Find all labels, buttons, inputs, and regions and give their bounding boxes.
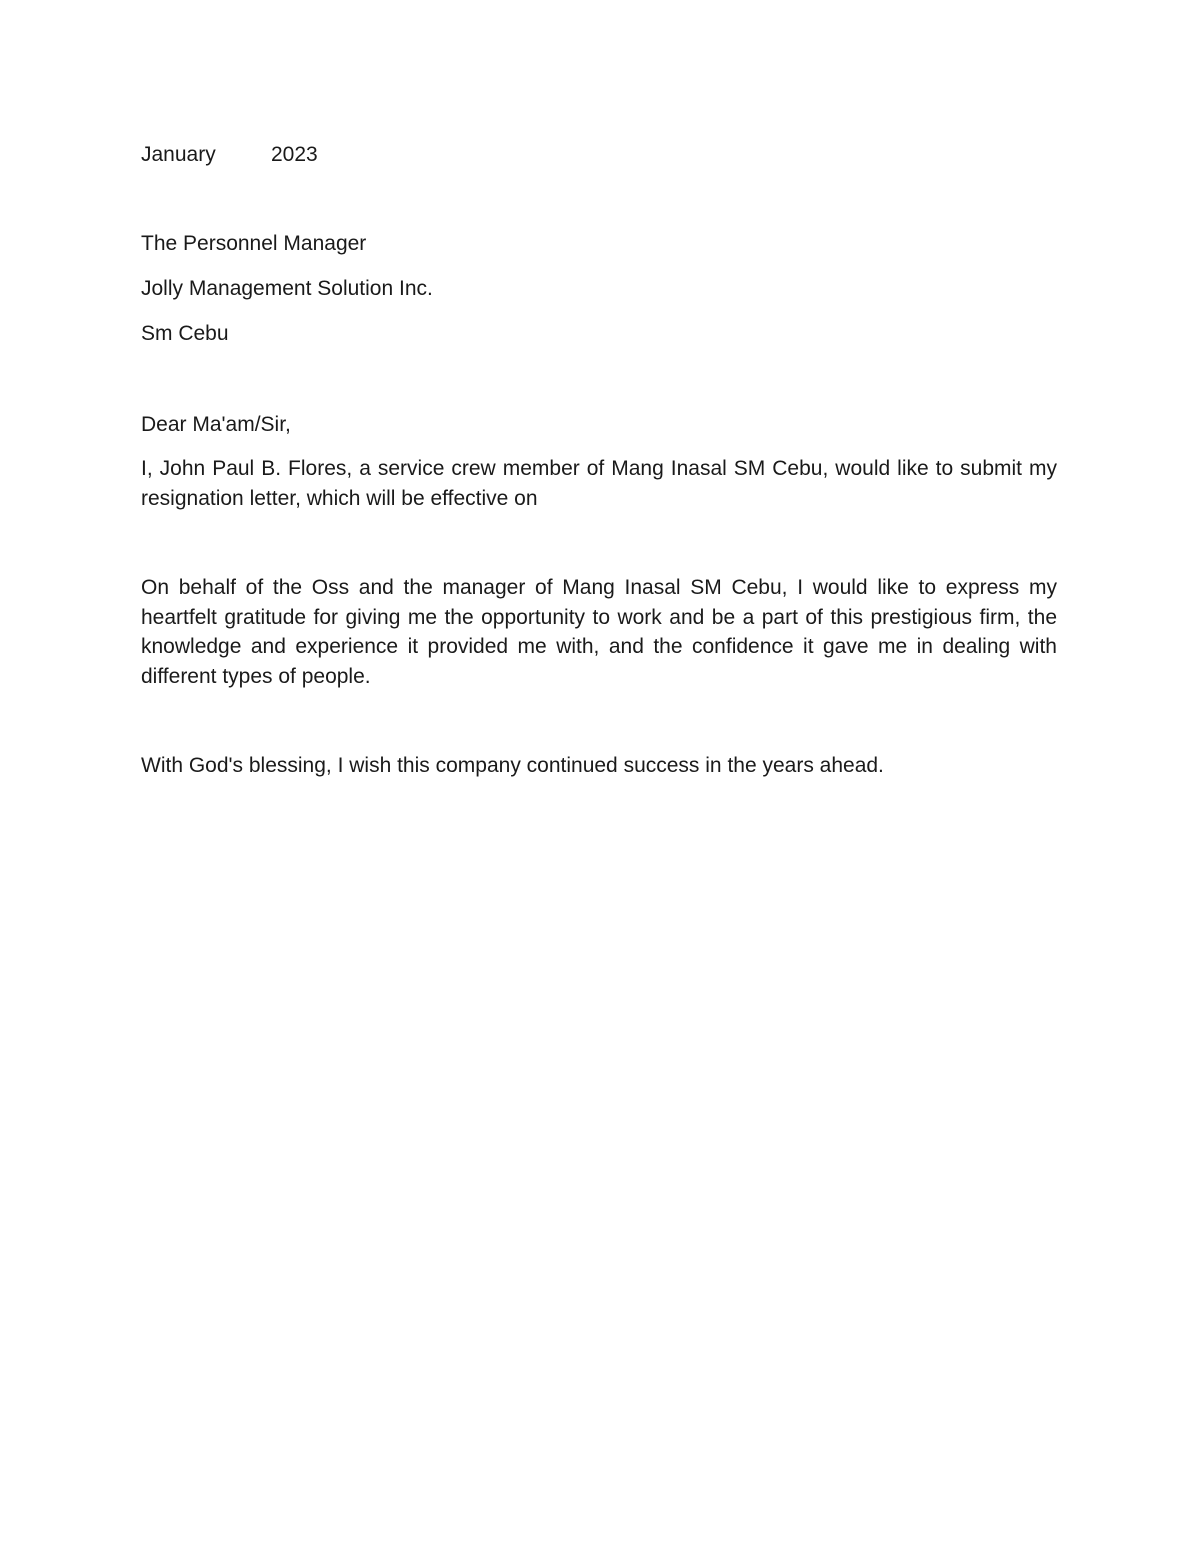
recipient-location: Sm Cebu bbox=[141, 322, 229, 345]
salutation: Dear Ma'am/Sir, bbox=[141, 413, 291, 436]
recipient-company: Jolly Management Solution Inc. bbox=[141, 277, 433, 300]
body-paragraph-gratitude: On behalf of the Oss and the manager of Mang Inasal SM Cebu, I would like to express my heartfelt gratitude for giving me the opportunity to work and be a part of this prestigious firm, the knowledge and experience it provided me with, and the confidence it gave me in dealing with different types of people. bbox=[141, 576, 1057, 688]
body-paragraph-resignation: I, John Paul B. Flores, a service crew member of Mang Inasal SM Cebu, would like to submit my resignation letter, which will be effective on bbox=[141, 457, 1057, 510]
body-paragraph-closing: With God's blessing, I wish this company continued success in the years ahead. bbox=[141, 754, 884, 777]
recipient-title: The Personnel Manager bbox=[141, 232, 367, 255]
date-month: January bbox=[141, 143, 216, 166]
date-year: 2023 bbox=[271, 143, 318, 166]
